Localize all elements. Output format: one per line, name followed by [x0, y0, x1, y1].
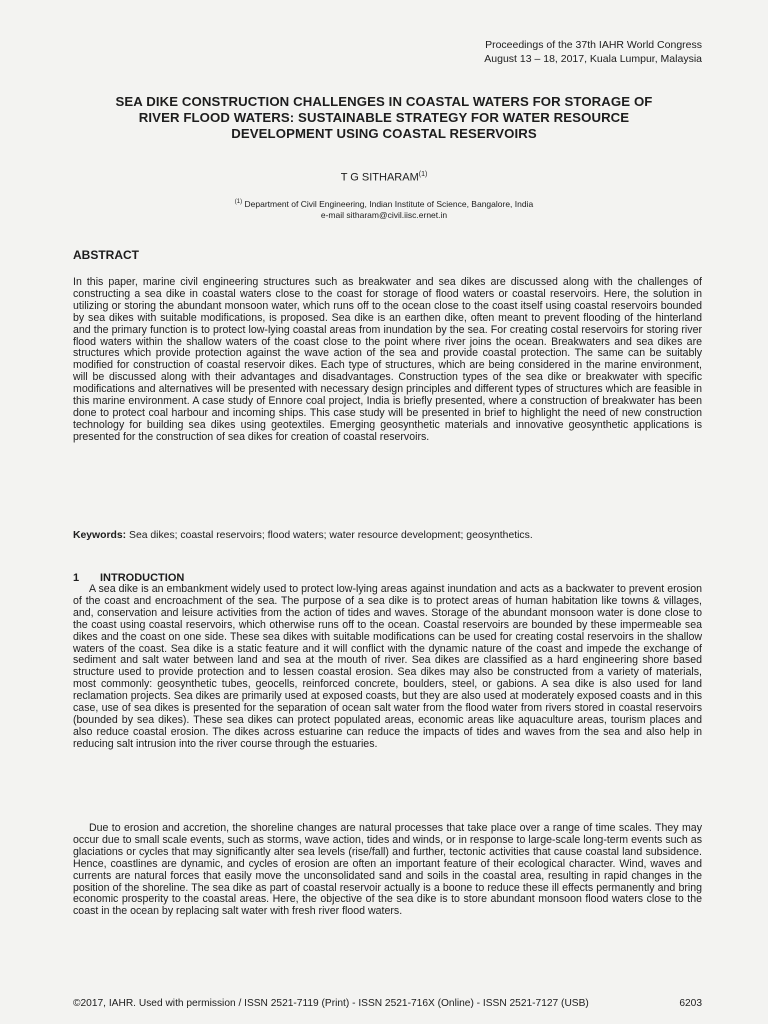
- title-line-3: DEVELOPMENT USING COASTAL RESERVOIRS: [231, 126, 537, 141]
- section-number: 1: [73, 572, 80, 584]
- conference-header: [484, 39, 702, 66]
- title-line-1: SEA DIKE CONSTRUCTION CHALLENGES IN COASTAL WATERS FOR STORAGE OF: [115, 94, 653, 109]
- introduction-paragraph-1: A sea dike is an embankment widely used to protect low-lying areas against inundation and acts as a backwater to prevent erosion of the coast and encroachment of the sea. The purpose of a sea dike is to protect areas of human habitation like towns & villages, and, conservation and leisure activities from the action of tides and waves. Storage of the abundant monsoon water is done close to the coast using coastal reservoirs, which otherwise runs off to the ocean. Coastal reservoirs are bounded by these impermeable sea dikes and the coast on one side. These sea dikes with suitable modifications can be used for creating costal reservoirs in the shallow waters of the coast. Sea dike is a static feature and it will conflict with the dynamic nature of the coast and impede the exchange of sediment and salt water between land and sea at the mouth of river. Sea dikes are classified as a hard engineering shore based structure used to provide protection and to lessen coastal erosion. Sea dikes may also be constructed from a variety of materials, most commonly: geosynthetic tubes, geocells, reinforced concrete, boulders, steel, or gabions. A sea dike is also used for land reclamation projects. Sea dikes are primarily used at exposed coasts, but they are also used at moderately exposed coasts and in this case, use of sea dikes is presented for the separation of ocean salt water from the flood water from rivers stored in coastal reservoirs (bounded by sea dikes). These sea dikes can protect populated areas, economic areas like aquaculture areas, tourism places and also reduce coastal erosion. The dikes across estuarine can reduce the impacts of tides and waves from the sea and also help in reducing salt intrusion into the river course through the estuaries.: [73, 583, 702, 750]
- abstract-text: In this paper, marine civil engineering structures such as breakwater and sea dikes are discussed along with the challenges of constructing a sea dike in coastal waters close to the coast for storage of flood waters or coastal reservoirs. Here, the solution in utilizing or storing the abundant monsoon water, which runs off to the ocean close to the coast itself using coastal reservoirs bounded by sea dikes with suitable modifications, is proposed. Sea dike is an earthen dike, often meant to prevent flooding of the hinterland and the primary function is to protect low-lying coastal areas from inundation by the sea. For creating costal reservoirs for storing river flood waters within the shallow waters of the coast close to the point where river joins the ocean. Breakwaters and sea dikes are structures which provide protection against the wave action of the sea and provide coastal protection. The same can be suitably modified for construction of coastal reservoir dikes. Each type of structures, which are being considered in the marine environment, will be discussed along with their advantages and disadvantages. Construction types of the sea dike or breakwater with specific modifications and alternatives will be presented with necessary design principles and different types of structures which are feasible in this marine environment. A case study of Ennore coal project, India is briefly presented, where a construction of breakwater has been done to protect coal harbour and incoming ships. This case study will be presented in brief to highlight the need of new construction technology for building sea dikes using geotextiles. Emerging geosynthetic materials and innovative geosynthetic applications is presented for the construction of sea dikes for creation of coastal reservoirs.: [73, 276, 702, 443]
- paper-title: [40, 94, 728, 142]
- title-line-2: RIVER FLOOD WATERS: SUSTAINABLE STRATEGY FOR WATER RESOURCE: [138, 110, 630, 125]
- header-line-1: Proceedings of the 37th IAHR World Congress: [485, 39, 702, 51]
- abstract-heading: ABSTRACT: [73, 248, 139, 262]
- author-line: [0, 171, 768, 184]
- keywords-line: [73, 530, 702, 542]
- affiliation: [0, 197, 768, 222]
- copyright-footer: ©2017, IAHR. Used with permission / ISSN 2521-7119 (Print) - ISSN 2521-716X (Online) - ISSN 2521-7127 (USB): [73, 998, 589, 1009]
- introduction-paragraph-2: Due to erosion and accretion, the shoreline changes are natural processes that take place over a range of time scales. They may occur due to small scale events, such as storms, wave action, tides and winds, or in response to large-scale long-term events such as glaciations or cycles that may significantly alter sea levels (rise/fall) and further, tectonic activities that cause coastal land subsidence. Hence, coastlines are dynamic, and cycles of erosion are often an important feature of their ecological character. Wind, waves and currents are natural forces that easily move the unconsolidated sand and soils in the coastal area, resulting in rapid changes in the position of the shoreline. The sea dike as part of coastal reservoir actually is a boone to reduce these ill effects permanently and bring economic prosperity to the coastal areas. Here, the objective of the sea dike is to store abundant monsoon flood waters close to the coast in the ocean by replacing salt water with fresh river flood waters.: [73, 822, 702, 918]
- affiliation-marker: (1): [234, 199, 243, 205]
- section-title: INTRODUCTION: [100, 572, 185, 584]
- author-marker: (1): [418, 171, 428, 178]
- author-name: T G SITHARAM: [340, 171, 419, 184]
- affiliation-department: Department of Civil Engineering, Indian Institute of Science, Bangalore, India: [242, 198, 534, 209]
- page-number: 6203: [679, 998, 702, 1009]
- keywords-label: Keywords:: [73, 530, 127, 541]
- header-line-2: August 13 – 18, 2017, Kuala Lumpur, Malaysia: [484, 52, 702, 65]
- keywords-text: Sea dikes; coastal reservoirs; flood waters; water resource development; geosynthetics.: [126, 530, 533, 541]
- affiliation-email: e-mail sitharam@civil.iisc.ernet.in: [320, 210, 448, 221]
